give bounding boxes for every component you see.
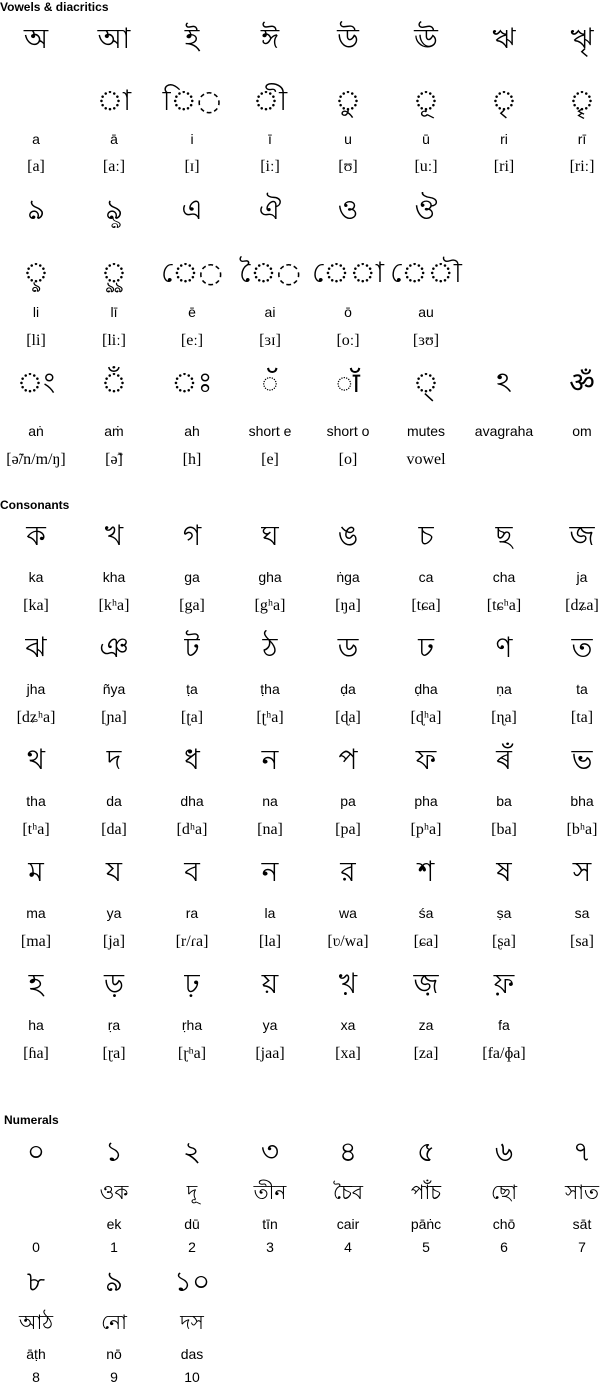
diacritic-transliteration: aṅ (28, 423, 44, 439)
consonant-ipa: [ɳa] (491, 709, 517, 726)
consonant-transliteration: ḍha (414, 681, 438, 697)
consonant-transliteration: ma (26, 905, 46, 921)
diacritic-mark: ◌ॉ (336, 366, 360, 399)
numeral-word: দূ (186, 1180, 198, 1204)
numeral-word: আঠ (18, 1310, 54, 1334)
consonant-transliteration: ka (28, 569, 44, 585)
numeral-digit: ২ (182, 1135, 202, 1168)
vowel-letter: ঌ (27, 193, 45, 226)
numeral-word: নো (101, 1310, 127, 1334)
vowel-letter: ও (337, 193, 359, 226)
consonant-letter: ষ (496, 855, 512, 888)
diacritic-transliteration: om (572, 423, 592, 439)
consonant-ipa: [ɖa] (335, 709, 361, 726)
diacritic-transliteration: ah (184, 423, 200, 439)
vowel-ipa: [iː] (260, 158, 280, 175)
vowel-diacritic: ি◌ (162, 84, 222, 117)
vowel-transliteration: li (32, 304, 40, 320)
numeral-transliteration: ek (106, 1216, 122, 1232)
consonant-letter: খ় (338, 967, 358, 1000)
consonant-transliteration: ga (184, 569, 200, 585)
vowel-diacritic: ◌ু (334, 84, 362, 117)
consonant-transliteration: dha (180, 793, 204, 809)
vowel-diacritic: ◌ী (252, 84, 288, 117)
consonant-ipa: [ɦa] (23, 1045, 49, 1062)
vowel-letter: ঊ (414, 22, 438, 55)
consonant-ipa: [jaa] (255, 1045, 285, 1062)
vowel-ipa: [ʊ] (338, 158, 358, 175)
numeral-word: তীন (253, 1180, 287, 1204)
numeral-digit: ০ (26, 1135, 46, 1168)
numeral-value: 2 (188, 1239, 196, 1255)
numeral-transliteration: pāṅc (410, 1216, 442, 1232)
diacritic-mark: ◌ঁ (100, 366, 128, 399)
consonant-transliteration: ñya (102, 681, 126, 697)
consonant-transliteration: da (106, 793, 122, 809)
vowel-diacritic: ◌ূ (412, 84, 440, 117)
consonant-transliteration: fa (498, 1017, 510, 1033)
vowel-ipa: [liː] (102, 332, 126, 349)
vowel-ipa: [ɪ] (184, 158, 200, 175)
consonant-transliteration: sa (574, 905, 590, 921)
diacritic-mark: ◌্ (412, 366, 440, 399)
numeral-transliteration: āṭh (26, 1346, 46, 1362)
consonant-ipa: [fa/ɸa] (482, 1045, 526, 1062)
consonant-letter: ঠ (262, 631, 278, 664)
vowel-transliteration: au (418, 304, 434, 320)
consonant-ipa: [ɖʰa] (410, 709, 442, 726)
consonant-transliteration: jha (26, 681, 46, 697)
consonant-letter: ধ (184, 743, 200, 776)
consonant-letter: ম (28, 855, 44, 888)
vowel-diacritic: ে◌ৗ (390, 256, 462, 289)
vowel-letter: ঋ (492, 22, 516, 55)
vowel-diacritic: ৈ◌ (239, 256, 301, 289)
numeral-word: সাত (564, 1180, 600, 1204)
vowel-letter: ঔ (414, 193, 438, 226)
consonant-transliteration: ṛha (181, 1017, 203, 1033)
consonant-ipa: [ɽa] (102, 1045, 126, 1062)
diacritic-mark: ◌ॅ (261, 366, 279, 399)
consonant-transliteration: kha (102, 569, 126, 585)
consonant-letter: ঢ় (184, 967, 200, 1000)
consonant-ipa: [dʑʰa] (16, 709, 56, 726)
consonant-ipa: [ga] (179, 597, 205, 614)
vowel-transliteration: ū (422, 131, 430, 147)
consonant-ipa: [ɽʰa] (177, 1045, 207, 1062)
numeral-transliteration: chō (492, 1216, 516, 1232)
vowel-transliteration: ō (344, 304, 352, 320)
vowel-transliteration: a (32, 131, 40, 147)
diacritic-transliteration: short o (326, 423, 370, 439)
numeral-value: 1 (110, 1239, 118, 1255)
vowel-diacritic: ◌ৃ (490, 84, 518, 117)
diacritic-transliteration: avagraha (474, 423, 534, 439)
consonant-ipa: [kʰa] (98, 597, 130, 614)
vowel-letter: ই (184, 22, 200, 55)
numeral-digit: ৪ (338, 1135, 358, 1168)
consonant-ipa: [tɕa] (411, 597, 441, 614)
consonant-letter: ঞ (99, 631, 129, 664)
consonant-transliteration: śa (418, 905, 434, 921)
consonant-letter: খ (104, 519, 124, 552)
consonant-transliteration: ṭa (186, 681, 198, 697)
numeral-transliteration: cair (336, 1216, 360, 1232)
consonant-letter: ফ (415, 743, 437, 776)
vowel-transliteration: ā (110, 131, 118, 147)
vowel-diacritic: ◌ৄ (568, 84, 596, 117)
consonant-transliteration: ja (576, 569, 588, 585)
vowel-ipa: [ɜɪ] (259, 332, 281, 349)
vowel-letter: আ (97, 22, 131, 55)
numeral-digit: ৬ (494, 1135, 514, 1168)
diacritic-ipa: [e] (261, 451, 279, 468)
consonant-letter: ড (337, 631, 359, 664)
consonant-transliteration: tha (26, 793, 46, 809)
section-title-consonants: Consonants (0, 498, 70, 512)
diacritic-mark: ◌ং (16, 366, 56, 399)
consonant-transliteration: ṣa (496, 905, 512, 921)
vowel-letter: অ (23, 22, 49, 55)
consonant-letter: জ় (413, 967, 439, 1000)
consonant-transliteration: ya (262, 1017, 278, 1033)
vowel-diacritic: ে◌া (312, 256, 384, 289)
numeral-value: 6 (500, 1239, 508, 1255)
consonant-letter: ক (26, 519, 46, 552)
diacritic-ipa: vowel (406, 451, 446, 468)
numeral-value: 7 (578, 1239, 586, 1255)
consonant-ipa: [ba] (491, 821, 517, 838)
consonant-letter: ঢ (418, 631, 434, 664)
consonant-letter: গ (182, 519, 202, 552)
consonant-ipa: [na] (257, 821, 283, 838)
vowel-transliteration: ī (268, 131, 272, 147)
consonant-transliteration: ṭha (260, 681, 280, 697)
consonant-transliteration: na (262, 793, 278, 809)
diacritic-mark: ॐ (569, 366, 595, 399)
consonant-letter: ঘ (261, 519, 279, 552)
consonant-letter: দ (106, 743, 122, 776)
numeral-transliteration: sāt (572, 1216, 592, 1232)
consonant-ipa: [ta] (570, 709, 594, 726)
consonant-transliteration: ta (576, 681, 588, 697)
vowel-transliteration: u (344, 131, 352, 147)
consonant-letter: স (572, 855, 592, 888)
numeral-digit: ৫ (416, 1135, 436, 1168)
numeral-digit: ৭ (572, 1135, 592, 1168)
numeral-value: 8 (32, 1369, 40, 1385)
consonant-ipa: [pa] (335, 821, 361, 838)
vowel-diacritic: ◌ৣ (100, 256, 128, 289)
numeral-value: 5 (422, 1239, 430, 1255)
vowel-transliteration: rī (577, 131, 587, 147)
consonant-letter: জ (569, 519, 595, 552)
diacritic-ipa: [ə̃] (105, 451, 123, 468)
vowel-transliteration: ri (500, 131, 508, 147)
consonant-ipa: [ɲa] (101, 709, 127, 726)
numeral-digit: ৮ (26, 1265, 46, 1298)
diacritic-mark: ঽ (496, 366, 512, 399)
consonant-ipa: [r/ɾa] (175, 933, 209, 950)
consonant-transliteration: pha (414, 793, 438, 809)
section-title-numerals: Numerals (4, 1113, 59, 1127)
consonant-transliteration: ṛa (107, 1017, 121, 1033)
diacritic-transliteration: aṁ (104, 423, 124, 439)
vowel-ipa: [riː] (569, 158, 595, 175)
consonant-ipa: [da] (101, 821, 127, 838)
vowel-letter: উ (337, 22, 359, 55)
numeral-transliteration: das (180, 1346, 204, 1362)
vowel-ipa: [a] (27, 158, 45, 175)
consonant-letter: ঙ (337, 519, 359, 552)
consonant-letter: ফ় (493, 967, 515, 1000)
consonant-letter: র (340, 855, 356, 888)
diacritic-mark: ◌ঃ (171, 366, 213, 399)
vowel-letter: ঐ (258, 193, 282, 226)
vowel-ipa: [aː] (102, 158, 126, 175)
consonant-ipa: [ŋa] (335, 597, 361, 614)
consonant-transliteration: ra (185, 905, 199, 921)
consonant-letter: ড় (104, 967, 124, 1000)
consonant-letter: চ (418, 519, 434, 552)
vowel-letter: ৡ (105, 193, 123, 226)
consonant-letter: ঝ (25, 631, 47, 664)
consonant-transliteration: gha (258, 569, 282, 585)
consonant-transliteration: pa (340, 793, 356, 809)
vowel-ipa: [ɜʊ] (412, 332, 440, 349)
numeral-digit: ১০ (173, 1265, 211, 1298)
vowel-diacritic: ে◌ (160, 256, 223, 289)
vowel-ipa: [uː] (414, 158, 438, 175)
consonant-letter: ৰঁ (496, 743, 512, 776)
numeral-transliteration: nō (106, 1346, 122, 1362)
consonant-ipa: [ma] (20, 933, 52, 950)
vowel-transliteration: lī (110, 304, 118, 320)
consonant-letter: প (338, 743, 358, 776)
consonant-ipa: [ka] (23, 597, 49, 614)
consonant-transliteration: ḍa (340, 681, 356, 697)
numeral-value: 4 (344, 1239, 352, 1255)
vowel-ipa: [ri] (493, 158, 515, 175)
vowel-transliteration: ai (264, 304, 276, 320)
vowel-diacritic: ◌া (96, 84, 132, 117)
consonant-letter: ত (571, 631, 593, 664)
consonant-ipa: [tɕʰa] (486, 597, 522, 614)
vowel-letter: এ (181, 193, 203, 226)
vowel-letter: ৠ (570, 22, 594, 55)
consonant-ipa: [ʈa] (180, 709, 204, 726)
consonant-ipa: [dʰa] (176, 821, 208, 838)
consonant-letter: ন (261, 855, 279, 888)
numeral-word: ওক (99, 1180, 129, 1204)
consonant-ipa: [gʰa] (254, 597, 286, 614)
vowel-ipa: [oː] (336, 332, 360, 349)
consonant-transliteration: ca (418, 569, 434, 585)
numeral-word: দস (180, 1310, 204, 1334)
consonant-ipa: [ʈʰa] (256, 709, 284, 726)
vowel-ipa: [eː] (180, 332, 204, 349)
vowel-letter: ঈ (260, 22, 280, 55)
numeral-transliteration: tīn (262, 1216, 278, 1232)
consonant-transliteration: ba (496, 793, 512, 809)
consonant-letter: য (105, 855, 123, 888)
numeral-word: চৈব (332, 1180, 363, 1204)
numeral-value: 10 (184, 1369, 200, 1385)
consonant-letter: ণ (495, 631, 513, 664)
numeral-value: 3 (266, 1239, 274, 1255)
numeral-digit: ৩ (260, 1135, 280, 1168)
vowel-diacritic: ◌ৢ (22, 256, 50, 289)
consonant-ipa: [ʋ/wa] (327, 933, 369, 950)
consonant-transliteration: cha (492, 569, 516, 585)
consonant-ipa: [la] (258, 933, 282, 950)
consonant-transliteration: xa (340, 1017, 356, 1033)
consonant-ipa: [ja] (102, 933, 126, 950)
diacritic-transliteration: short e (248, 423, 292, 439)
consonant-transliteration: ṇa (496, 681, 512, 697)
consonant-letter: ট (184, 631, 200, 664)
consonant-letter: থ (26, 743, 46, 776)
diacritic-ipa: [o] (338, 451, 358, 468)
section-title-vowels: Vowels & diacritics (0, 0, 109, 14)
consonant-ipa: [sa] (570, 933, 594, 950)
consonant-ipa: [ɕa] (413, 933, 439, 950)
consonant-transliteration: wa (339, 905, 357, 921)
vowel-transliteration: i (190, 131, 194, 147)
numeral-word: ছো (490, 1180, 518, 1204)
diacritic-ipa: [h] (182, 451, 202, 468)
consonant-letter: ভ (571, 743, 593, 776)
consonant-letter: ন (261, 743, 279, 776)
consonant-letter: য় (261, 967, 279, 1000)
consonant-letter: শ (417, 855, 435, 888)
consonant-ipa: [dʑa] (565, 597, 599, 614)
consonant-ipa: [xa] (335, 1045, 361, 1062)
consonant-transliteration: za (418, 1017, 434, 1033)
numeral-transliteration: dū (184, 1216, 200, 1232)
consonant-ipa: [pʰa] (410, 821, 442, 838)
consonant-letter: ব (184, 855, 200, 888)
numeral-value: 9 (110, 1369, 118, 1385)
numeral-digit: ১ (104, 1135, 124, 1168)
consonant-ipa: [ʂa] (492, 933, 516, 950)
consonant-letter: ছ (495, 519, 513, 552)
consonant-transliteration: la (264, 905, 276, 921)
consonant-letter: হ (28, 967, 44, 1000)
vowel-ipa: [li] (26, 332, 46, 349)
consonant-transliteration: ha (28, 1017, 44, 1033)
numeral-value: 0 (32, 1239, 40, 1255)
numeral-word: পাঁচ (410, 1180, 442, 1204)
numeral-digit: ৯ (104, 1265, 124, 1298)
diacritic-transliteration: mutes (406, 423, 446, 439)
consonant-ipa: [za] (413, 1045, 439, 1062)
consonant-transliteration: bha (570, 793, 594, 809)
consonant-transliteration: ṅga (336, 569, 360, 585)
diacritic-ipa: [ə̃/n/m/ŋ] (6, 451, 66, 468)
consonant-ipa: [tʰa] (22, 821, 50, 838)
vowel-transliteration: ē (188, 304, 196, 320)
consonant-ipa: [bʰa] (566, 821, 598, 838)
consonant-transliteration: ya (106, 905, 122, 921)
